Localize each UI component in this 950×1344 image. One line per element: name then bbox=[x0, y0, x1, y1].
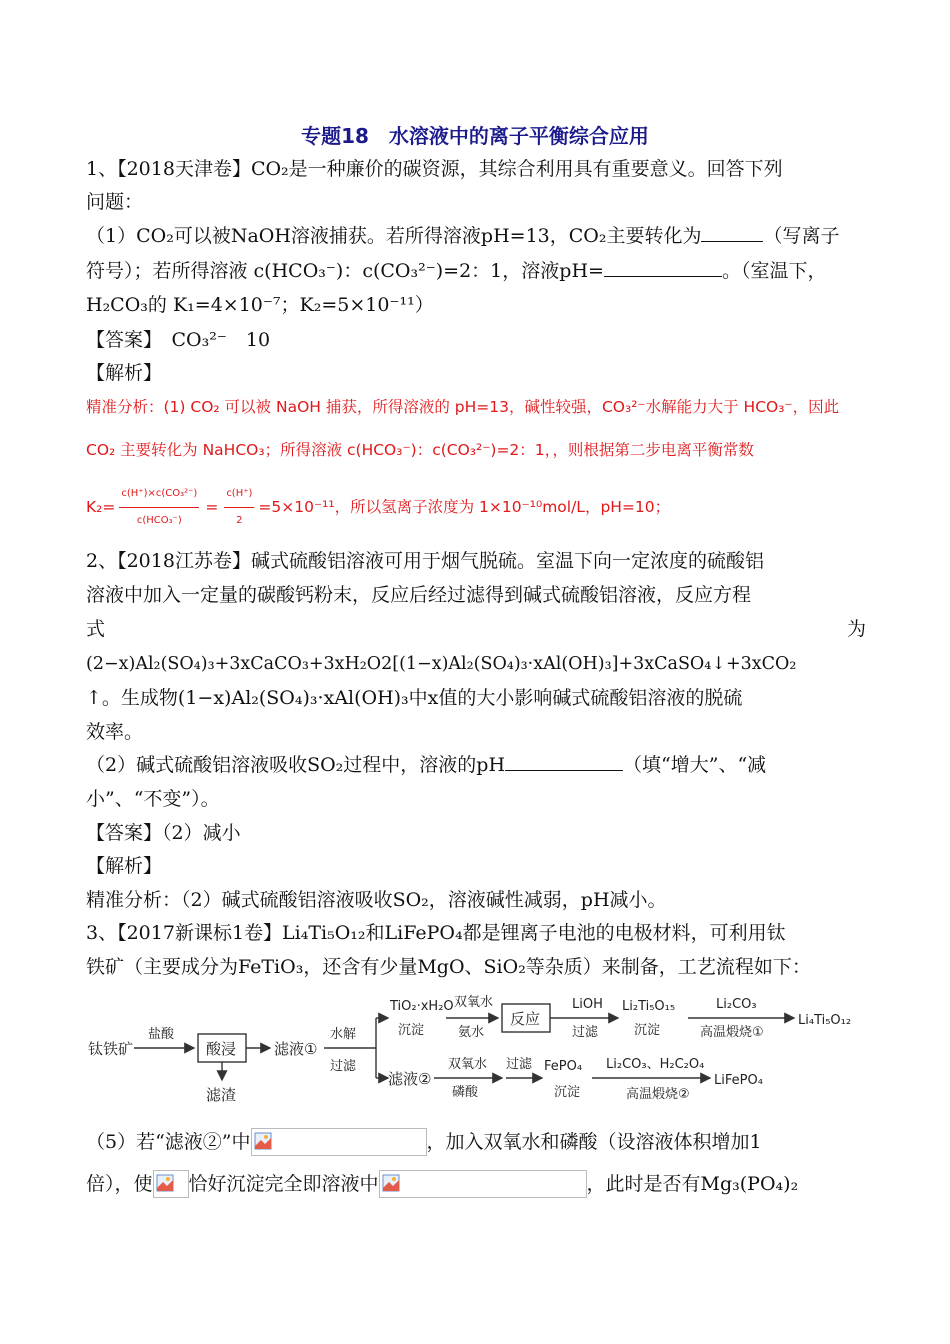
flow-product-2: LiFePO₄ bbox=[714, 1073, 763, 1088]
flow-li2co3: Li₂CO₃ bbox=[716, 997, 757, 1012]
flow-h2o2-b: 双氧水 bbox=[448, 1057, 488, 1072]
q2-line-8: 小”、“不变”）。 bbox=[86, 788, 220, 810]
broken-image-icon bbox=[379, 1170, 587, 1198]
flow-precip-3: 沉淀 bbox=[554, 1085, 581, 1100]
process-flow-diagram bbox=[86, 984, 886, 1108]
q2-analysis: 精准分析：（2）碱式硫酸铝溶液吸收SO₂，溶液碱性减弱，pH减小。 bbox=[86, 889, 667, 911]
fraction-2 bbox=[224, 481, 254, 534]
q3-line-6-text: 倍），使 bbox=[86, 1173, 153, 1195]
fraction-2-denominator: 2 bbox=[236, 514, 243, 526]
q3-line-5 bbox=[86, 1128, 866, 1156]
q1-analysis-line-1: 精准分析：(1) CO₂ 可以被 NaOH 捕获，所得溶液的 pH=13，碱性较强，CO₃²⁻水解能力大于 HCO₃⁻，因此 bbox=[86, 398, 840, 416]
q2-line-6: 效率。 bbox=[86, 721, 144, 743]
k2-label: K₂= bbox=[86, 498, 116, 516]
q3-line-6 bbox=[86, 1170, 866, 1198]
flow-fepo4: FePO₄ bbox=[544, 1059, 583, 1074]
flow-precip-2: 沉淀 bbox=[634, 1023, 661, 1038]
page-title: 专题18 水溶液中的离子平衡综合应用 bbox=[301, 124, 649, 148]
q3-line-6-mid: 恰好沉淀完全即溶液中 bbox=[188, 1173, 379, 1195]
q2-line-2: 溶液中加入一定量的碳酸钙粉末，反应后经过滤得到碱式硫酸铝溶液，反应方程 bbox=[86, 584, 752, 606]
flow-hydrolysis: 水解 bbox=[330, 1027, 357, 1042]
q1-line-5: H₂CO₃的 K₁=4×10⁻⁷；K₂=5×10⁻¹¹） bbox=[86, 294, 434, 316]
q2-line-3-left: 式 bbox=[86, 618, 106, 640]
broken-image-icon bbox=[251, 1128, 427, 1156]
answer-blank[interactable] bbox=[604, 258, 722, 277]
q1-line-2: 问题： bbox=[86, 191, 144, 213]
k2-result: =5×10⁻¹¹，所以氢离子浓度为 1×10⁻¹⁰mol/L，pH=10； bbox=[258, 498, 671, 516]
flow-filtrate-1: 滤液① bbox=[274, 1040, 318, 1058]
flow-acid: 盐酸 bbox=[148, 1027, 175, 1042]
q3-line-2: 铁矿（主要成分为FeTiO₃，还含有少量MgO、SiO₂等杂质）来制备，工艺流程如下： bbox=[86, 956, 811, 978]
q1-analysis-label: 【解析】 bbox=[86, 362, 163, 384]
q2-answer: 【答案】（2）减小 bbox=[86, 822, 241, 844]
flow-tio2: TiO₂·xH₂O bbox=[390, 999, 454, 1014]
q2-equation: (2−x)Al₂(SO₄)₃+3xCaCO₃+3xH₂O2[(1−x)Al₂(SO₄)₃·xAl(OH)₃]+3xCaSO₄↓+3xCO₂ bbox=[86, 654, 797, 674]
flow-phosphoric: 磷酸 bbox=[452, 1085, 479, 1100]
q1-line-3 bbox=[86, 223, 866, 249]
q3-line-6-tail: ，此时是否有Mg₃(PO₄)₂ bbox=[586, 1173, 799, 1195]
flow-product-1: Li₄Ti₅O₁₂ bbox=[798, 1013, 852, 1028]
flow-reaction: 反应 bbox=[510, 1010, 541, 1028]
flow-residue: 滤渣 bbox=[206, 1086, 237, 1104]
q2-line-7-tail: （填“增大”、“减 bbox=[623, 754, 767, 776]
q1-analysis-line-3: K₂= c(H⁺)×c(CO₃²⁻) c(HCO₃⁻) = $\frac{c(H^+)}{2}$ =5×10⁻¹¹，所以氢离子浓度为 1×10⁻¹⁰mol/L，pH=10； bbox=[86, 485, 866, 529]
flow-h2o2: 双氧水 bbox=[454, 995, 494, 1010]
flow-filter: 过滤 bbox=[330, 1059, 357, 1074]
q2-line-3 bbox=[86, 616, 866, 642]
flow-precip: 沉淀 bbox=[398, 1023, 425, 1038]
broken-image-icon bbox=[153, 1170, 189, 1198]
flow-li2ti5o15: Li₂Ti₅O₁₅ bbox=[622, 999, 676, 1014]
fraction-1 bbox=[119, 481, 199, 534]
q2-line-7-text: （2）碱式硫酸铝溶液吸收SO₂过程中，溶液的pH bbox=[86, 754, 506, 776]
q3-line-5-tail: ，加入双氧水和磷酸（设溶液体积增加1 bbox=[426, 1131, 762, 1153]
flow-leach: 酸浸 bbox=[206, 1040, 237, 1058]
q1-line-4-text: 符号）；若所得溶液 c(HCO₃⁻)：c(CO₃²⁻)=2：1，溶液pH= bbox=[86, 260, 604, 282]
q1-answer: 【答案】 CO₃²⁻ 10 bbox=[86, 329, 271, 351]
q2-line-5: ↑。生成物(1−x)Al₂(SO₄)₃·xAl(OH)₃中x值的大小影响碱式硫酸铝溶液的脱硫 bbox=[86, 687, 743, 709]
flow-lioh: LiOH bbox=[572, 997, 603, 1012]
q2-analysis-label: 【解析】 bbox=[86, 855, 163, 877]
fraction-2-numerator: c(H⁺) bbox=[224, 481, 254, 508]
flow-reagents-2: Li₂CO₃、H₂C₂O₄ bbox=[606, 1057, 705, 1072]
flow-filtrate-2: 滤液② bbox=[388, 1070, 432, 1088]
q3-line-5-text: （5）若“滤液②”中 bbox=[86, 1131, 251, 1153]
fraction-1-denominator: c(HCO₃⁻) bbox=[136, 514, 182, 526]
flow-filter-3: 过滤 bbox=[506, 1057, 533, 1072]
flow-start: 钛铁矿 bbox=[88, 1040, 134, 1058]
flow-filter-2: 过滤 bbox=[572, 1025, 599, 1040]
q1-line-3-text: （1）CO₂可以被NaOH溶液捕获。若所得溶液pH=13，CO₂主要转化为 bbox=[86, 225, 702, 247]
q1-line-4-tail: 。（室温下， bbox=[721, 260, 827, 282]
q1-line-1: 1、【2018天津卷】CO₂是一种廉价的碳资源，其综合利用具有重要意义。回答下列 bbox=[86, 158, 783, 180]
q2-line-7 bbox=[86, 752, 866, 778]
fraction-1-numerator: c(H⁺)×c(CO₃²⁻) bbox=[119, 481, 199, 508]
q1-line-3-tail: （写离子 bbox=[763, 225, 840, 247]
q1-line-4 bbox=[86, 258, 866, 284]
q3-line-1: 3、【2017新课标1卷】Li₄Ti₅O₁₂和LiFePO₄都是锂离子电池的电极材料，可利用钛 bbox=[86, 922, 786, 944]
answer-blank[interactable] bbox=[701, 223, 763, 242]
q1-analysis-line-2: CO₂ 主要转化为 NaHCO₃；所得溶液 c(HCO₃⁻)：c(CO₃²⁻)=2：1，，则根据第二步电离平衡常数 bbox=[86, 441, 754, 459]
flow-calcine-1: 高温煅烧① bbox=[700, 1025, 764, 1040]
answer-blank[interactable] bbox=[505, 752, 623, 771]
q2-line-1: 2、【2018江苏卷】碱式硫酸铝溶液可用于烟气脱硫。室温下向一定浓度的硫酸铝 bbox=[86, 550, 764, 572]
flow-calcine-2: 高温煅烧② bbox=[626, 1087, 690, 1102]
q2-line-3-right: 为 bbox=[846, 618, 866, 640]
flow-ammonia: 氨水 bbox=[458, 1025, 485, 1040]
